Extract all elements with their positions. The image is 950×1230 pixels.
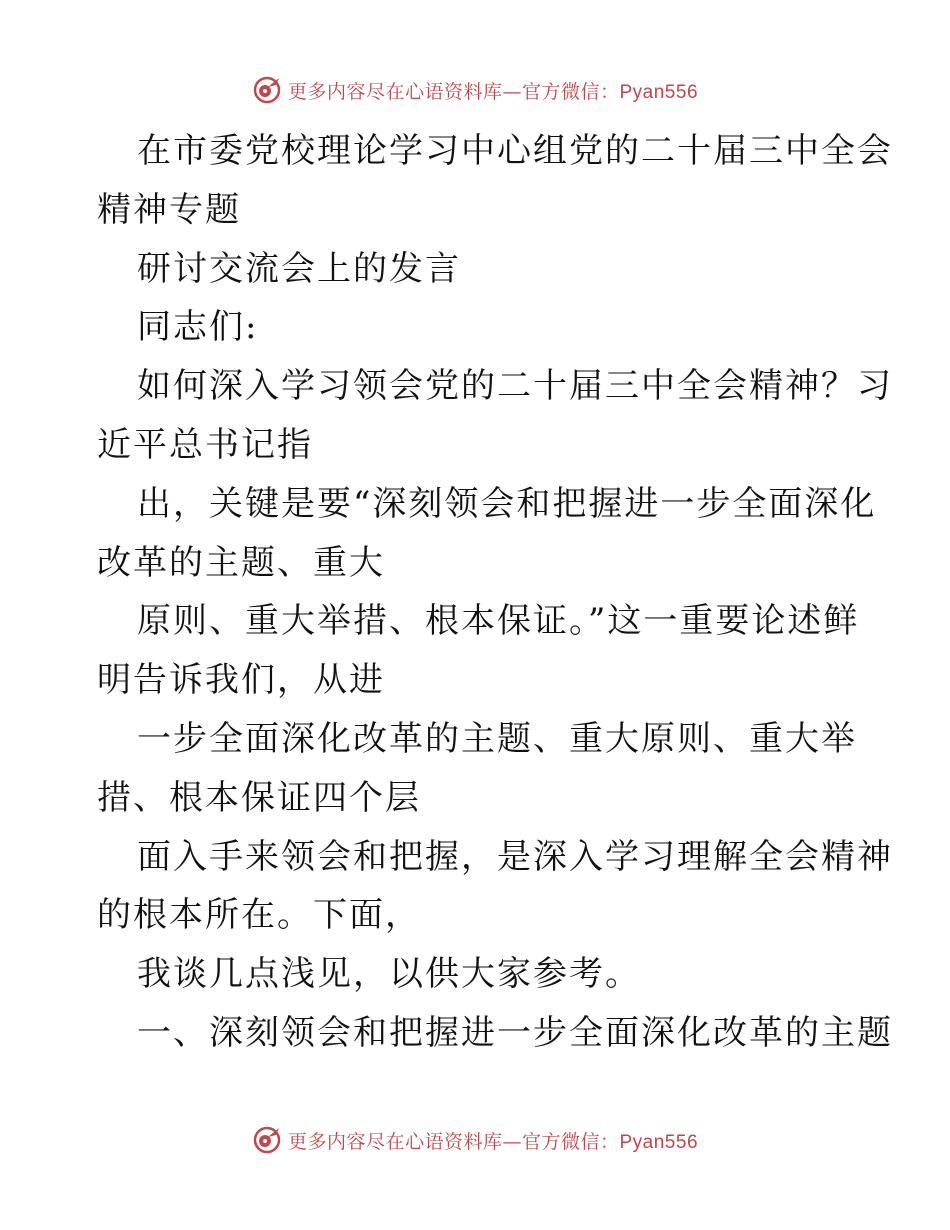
text-line: 改革的主题、重大 xyxy=(97,542,385,583)
text-line: 近平总书记指 xyxy=(97,424,313,465)
watermark-wechat-id: Pyan556 xyxy=(619,81,699,103)
text-line: 研讨交流会上的发言 xyxy=(137,248,461,289)
text-line: 我谈几点浅见，以供大家参考。 xyxy=(137,954,641,995)
text-line: 如何深入学习领会党的二十届三中全会精神？习 xyxy=(137,366,893,407)
document-body xyxy=(97,122,893,1063)
text-line: 措、根本保证四个层 xyxy=(97,777,421,818)
watermark-text: 更多内容尽在心语资料库—官方微信： xyxy=(287,80,620,103)
text-line: 面入手来领会和把握，是深入学习理解全会精神 xyxy=(137,836,893,877)
text-line: 同志们: xyxy=(137,307,259,348)
text-line: 精神专题 xyxy=(97,189,241,230)
watermark-text: 更多内容尽在心语资料库—官方微信： xyxy=(287,1130,620,1153)
footer-watermark xyxy=(0,1122,950,1158)
text-line: 一步全面深化改革的主题、重大原则、重大举 xyxy=(137,718,857,759)
text-line: 出，关键是要“深刻领会和把握进一步全面深化 xyxy=(137,483,877,524)
text-line: 原则、重大举措、根本保证。”这一重要论述鲜 xyxy=(137,601,860,642)
watermark-wechat-id: Pyan556 xyxy=(619,1131,699,1153)
header-watermark xyxy=(0,72,950,108)
pen-logo-icon xyxy=(252,75,282,105)
text-line: 在市委党校理论学习中心组党的二十届三中全会 xyxy=(137,131,893,171)
text-line: 的根本所在。下面， xyxy=(97,895,421,936)
text-line: 明告诉我们，从进 xyxy=(97,660,385,701)
pen-logo-icon xyxy=(252,1125,282,1155)
text-line: 一、深刻领会和把握进一步全面深化改革的主题 xyxy=(137,1012,893,1053)
